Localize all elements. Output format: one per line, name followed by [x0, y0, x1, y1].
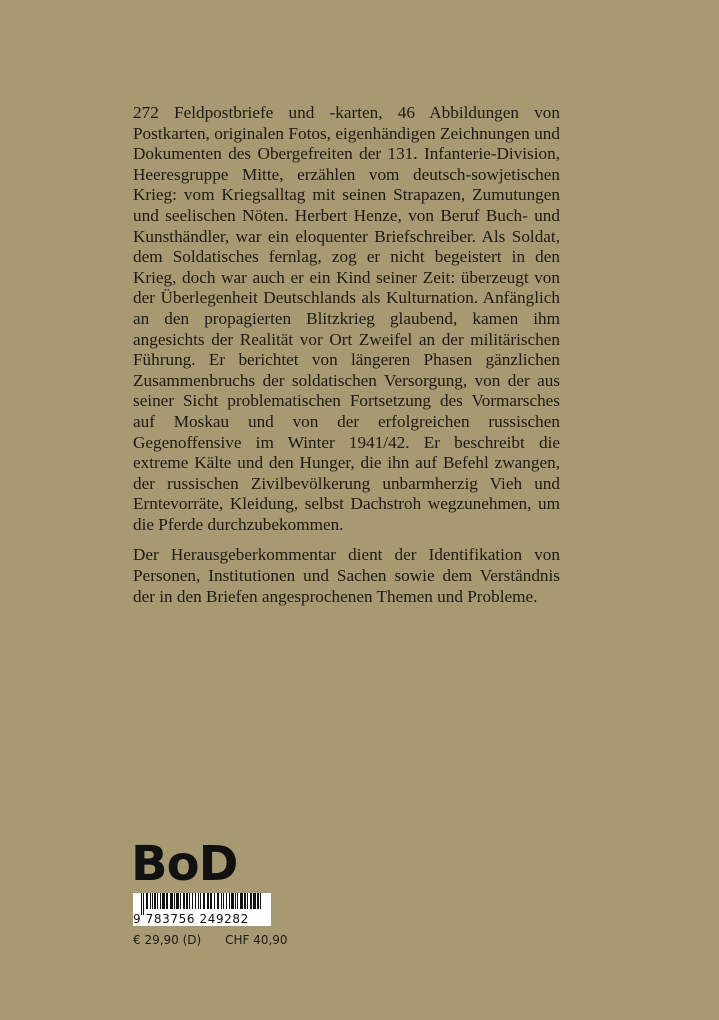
barcode-bar	[183, 893, 185, 909]
barcode-bar	[157, 893, 158, 909]
barcode-bar	[229, 893, 230, 909]
barcode-bar	[152, 893, 153, 909]
publisher-logo: BoD	[131, 836, 238, 892]
barcode-bar	[200, 893, 201, 909]
barcode-bar	[250, 893, 252, 909]
barcode-bar	[257, 893, 259, 909]
barcode-bar	[176, 893, 179, 909]
barcode-bar	[160, 893, 161, 909]
barcode-bar	[260, 893, 261, 909]
barcode-bar	[247, 893, 248, 909]
barcode-bar	[150, 893, 151, 909]
barcode-bar	[226, 893, 227, 909]
barcode-bar	[207, 893, 209, 909]
price-eur: € 29,90 (D)	[133, 933, 202, 947]
barcode-bar	[195, 893, 196, 909]
barcode-bar	[170, 893, 173, 909]
barcode-bar	[253, 893, 256, 909]
barcode-bar	[221, 893, 222, 909]
blurb-paragraph-1: 272 Feldpostbriefe und -karten, 46 Abbildungen von Postkarten, originalen Fotos, eigenhändigen Zeichnungen und Dokumenten des Obergefreiten der 131. Infanterie-Division, Heeresgruppe Mitte, erzählen vom deutsch-sowjetischen Krieg: vom Kriegsalltag mit seinen Strapazen, Zumutungen und seelischen Nöten. Herbert Henze, von Beruf Buch- und Kunsthändler, war ein eloquenter Briefschreiber. Als Soldat, dem Soldatisches fernlag, zog er nicht begeistert in den Krieg, doch war auch er ein Kind seiner Zeit: überzeugt von der Überlegenheit Deutschlands als Kulturnation. Anfänglich an den propagierten Blitzkrieg glaubend, kamen ihm angesichts der Realität vor Ort Zweifel an der militärischen Führung. Er berichtet von längeren Phasen gänzlichen Zusammenbruchs der soldatischen Versorgung, von der aus seiner Sicht problematischen Fortsetzung des Vormarsches auf Moskau und von der erfolgreichen russischen Gegenoffensive im Winter 1941/42. Er beschreibt die extreme Kälte und den Hunger, die ihn auf Befehl zwangen, der russischen Zivilbevölkerung unbarmherzig Vieh und Erntevorräte, Kleidung, selbst Dachstroh wegzunehmen, um die Pferde durchzubekommen.	[133, 103, 560, 534]
isbn-barcode	[133, 893, 271, 926]
barcode-bar	[235, 893, 236, 909]
barcode-bar	[214, 893, 215, 909]
barcode-bar	[203, 893, 205, 909]
barcode-bar	[174, 893, 175, 909]
barcode-bar	[166, 893, 168, 909]
barcode-bar	[210, 893, 212, 909]
barcode-bar	[223, 893, 224, 909]
barcode-bar	[192, 893, 193, 909]
barcode-bar	[217, 893, 219, 909]
barcode-bar	[146, 893, 148, 909]
price-line	[133, 933, 288, 947]
barcode-bar	[240, 893, 243, 909]
barcode-bar	[237, 893, 238, 909]
barcode-bar	[189, 893, 190, 909]
barcode-bar	[162, 893, 165, 909]
price-chf: CHF 40,90	[225, 933, 288, 947]
blurb-paragraph-2: Der Herausgeberkommentar dient der Identifikation von Personen, Institutionen und Sachen sowie dem Verständnis der in den Briefen angesprochenen Themen und Probleme.	[133, 545, 560, 606]
barcode-bar	[198, 893, 199, 909]
barcode-bar	[180, 893, 181, 909]
barcode-bar	[186, 893, 188, 909]
barcode-bar	[244, 893, 246, 909]
blurb-text	[133, 103, 560, 607]
barcode-bar	[154, 893, 156, 909]
barcode-bar	[231, 893, 234, 909]
isbn-digits: 9 783756 249282	[133, 912, 249, 926]
